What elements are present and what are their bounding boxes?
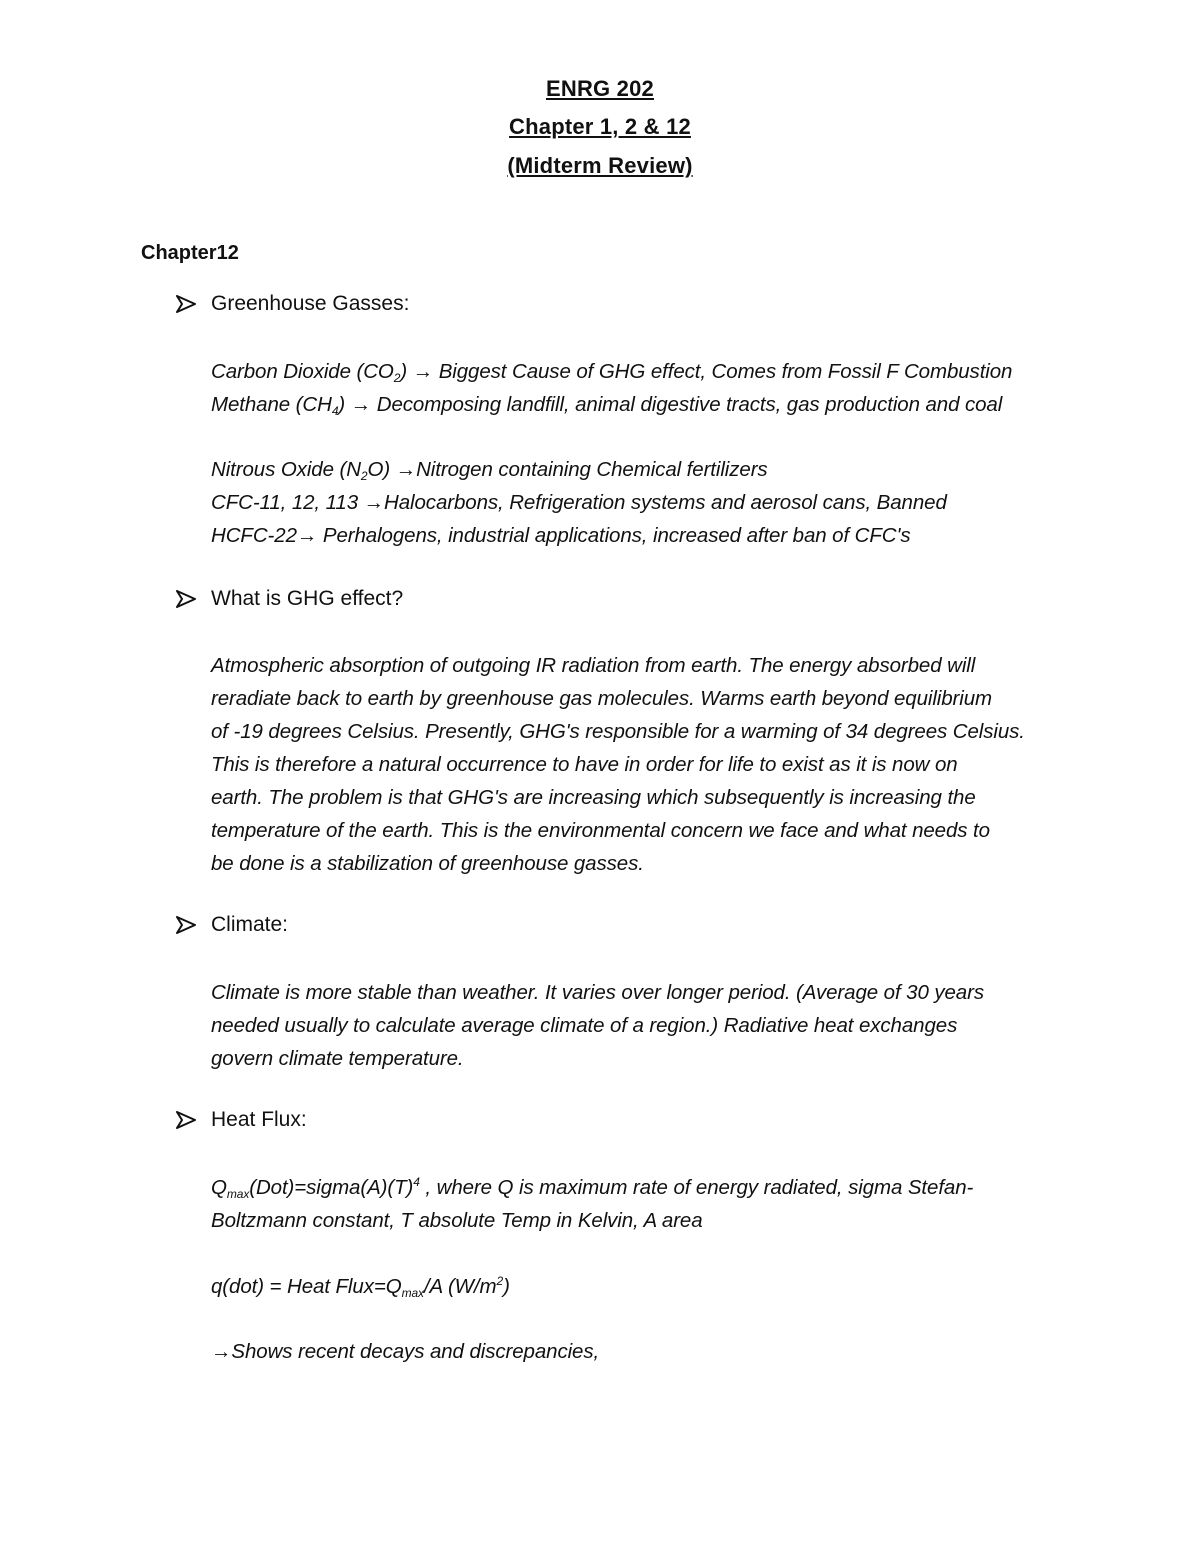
n2o-line: Nitrous Oxide $(N_2O)$ →Nitrogen containing Chemical fertilizers (211, 458, 768, 483)
bullet-arrow-icon (176, 295, 200, 313)
ghg-paragraph-line: Atmospheric absorption of outgoing IR radiation from earth. The energy absorbed will (211, 654, 976, 677)
bullet-climate (176, 913, 288, 937)
ghg-paragraph-line: This is therefore a natural occurrence to have in order for life to exist as it is now on (211, 753, 958, 776)
bullet-heading: Heat Flux: (211, 1108, 307, 1131)
right-arrow-icon: → (211, 1340, 232, 1363)
bullet-ghg-effect (176, 587, 403, 611)
bullet-arrow-icon (176, 1111, 200, 1129)
co2-line: Carbon Dioxide $(CO_2)$ → Biggest Cause of GHG effect, Comes from Fossil F Combustion (211, 360, 1013, 385)
chapters-title: Chapter 1, 2 & 12 (509, 114, 691, 139)
ghg-paragraph-line: of -19 degrees Celsius. Presently, GHG's responsible for a warming of 34 degrees Celsius. (211, 720, 1025, 743)
right-arrow-icon: → (412, 360, 434, 383)
climate-paragraph-line: Climate is more stable than weather. It varies over longer period. (Average of 30 years (211, 981, 984, 1004)
review-subtitle: (Midterm Review) (507, 153, 693, 178)
ghg-paragraph-line: be done is a stabilization of greenhouse gasses. (211, 852, 644, 875)
ghg-paragraph-line: temperature of the earth. This is the environmental concern we face and what needs to (211, 819, 990, 842)
bullet-arrow-icon (176, 916, 200, 934)
heat-flux-formula-line2: Boltzmann constant, T absolute Temp in Kelvin, A area (211, 1209, 703, 1232)
right-arrow-icon: → (363, 491, 385, 514)
heat-flux-note-line: →Shows recent decays and discrepancies, (211, 1340, 600, 1363)
course-title: ENRG 202 (546, 76, 654, 101)
bullet-heading: Climate: (211, 913, 289, 936)
ghg-paragraph-line: reradiate back to earth by greenhouse gas molecules. Warms earth beyond equilibrium (211, 687, 993, 710)
ghg-paragraph-line: earth. The problem is that GHG's are increasing which subsequently is increasing the (211, 786, 976, 809)
climate-paragraph-line: needed usually to calculate average climate of a region.) Radiative heat exchanges (211, 1014, 958, 1037)
bullet-heading: Greenhouse Gasses: (211, 292, 410, 315)
heat-flux-formula-line: $Q_{max}(Dot)=sigma(A)(T)^4$ , where Q is maximum rate of energy radiated, sigma Stefan- (211, 1175, 974, 1201)
bullet-heat-flux (176, 1108, 307, 1132)
right-arrow-icon: → (395, 458, 417, 481)
right-arrow-icon: → (296, 524, 318, 547)
bullet-greenhouse-gasses (176, 292, 409, 316)
right-arrow-icon: → (350, 393, 372, 416)
chapter-heading: Chapter12 (141, 242, 239, 264)
bullet-arrow-icon (176, 590, 200, 608)
bullet-heading: What is GHG effect? (211, 587, 404, 610)
cfc-line: CFC-11, 12, 113 →Halocarbons, Refrigeration systems and aerosol cans, Banned (211, 491, 947, 514)
ch4-line: Methane $(CH_4)$ → Decomposing landfill, animal digestive tracts, gas production and coal (211, 393, 1003, 418)
climate-paragraph-line: govern climate temperature. (211, 1047, 464, 1070)
hcfc-line: HCFC-22→ Perhalogens, industrial applications, increased after ban of CFC's (211, 524, 911, 547)
heat-flux-definition-line: q(dot) = Heat $Flux=Q_{max}/A$ $(W/m^2)$ (211, 1274, 510, 1300)
